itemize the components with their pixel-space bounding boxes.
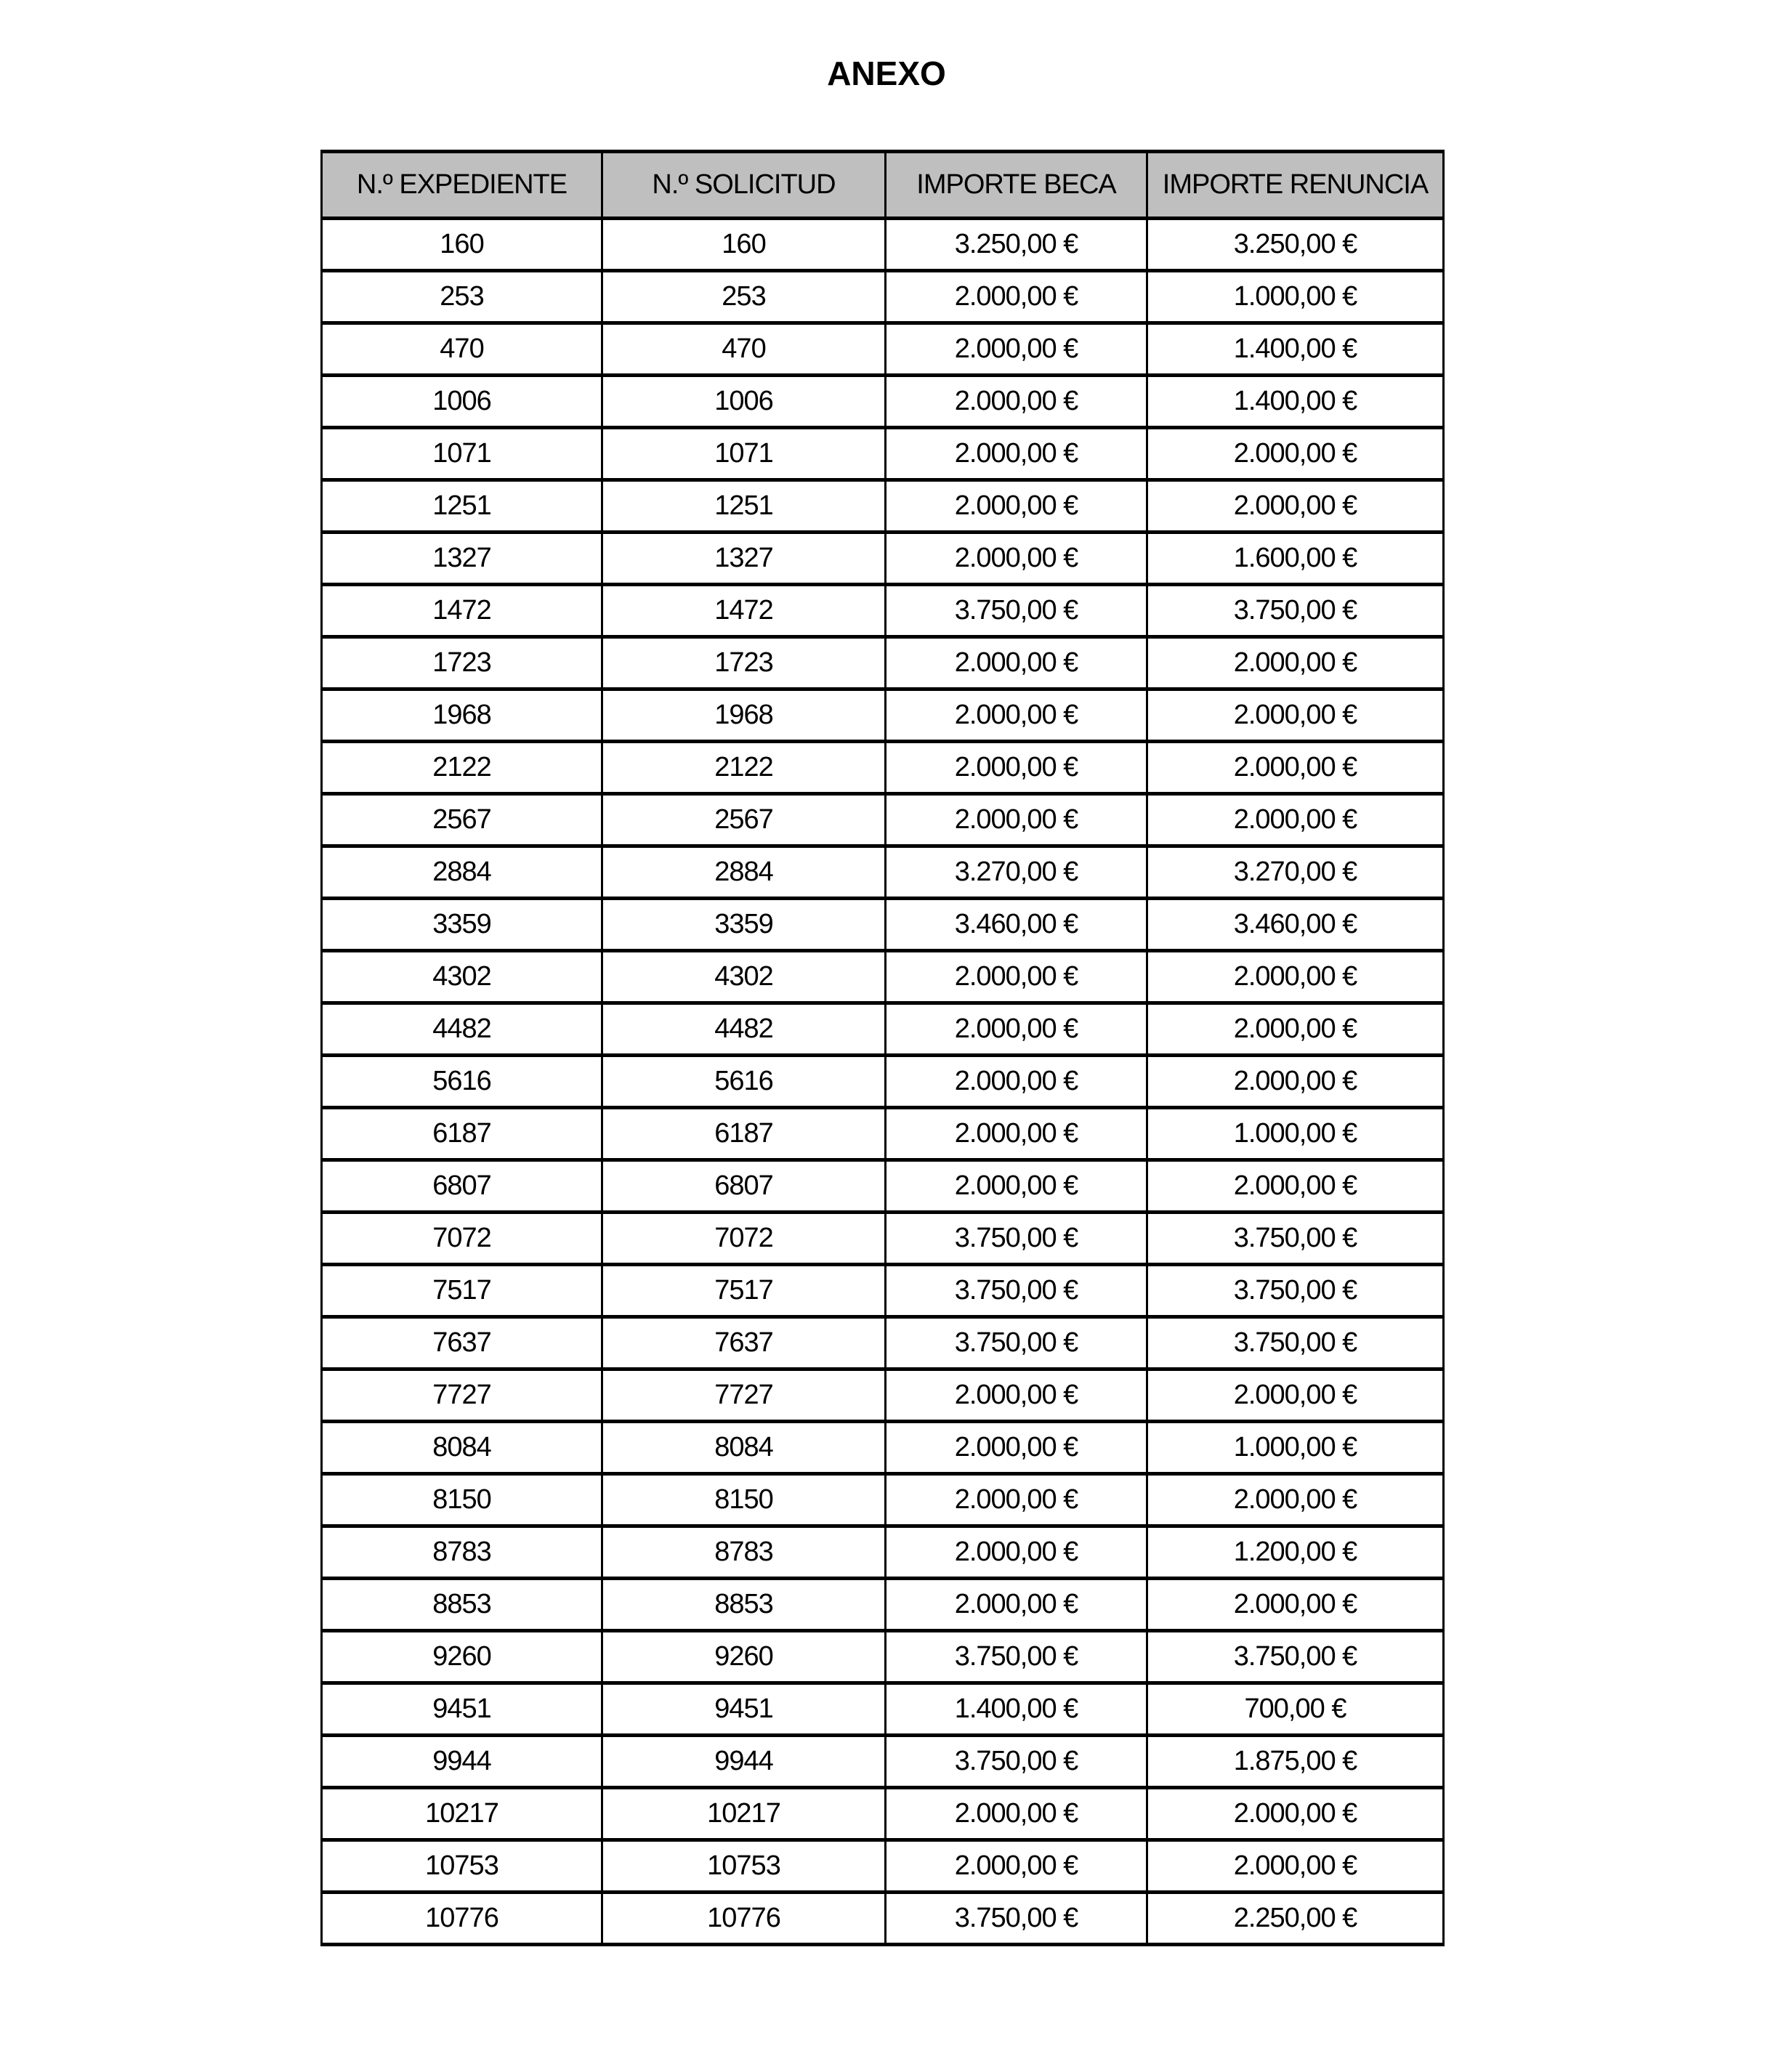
cell-solicitud: 1968 [602, 689, 886, 742]
cell-importe-beca: 2.000,00 € [886, 794, 1147, 846]
table-row [322, 1683, 1444, 1736]
table-row [322, 1788, 1444, 1840]
cell-solicitud: 9260 [602, 1631, 886, 1683]
cell-expediente: 8853 [322, 1579, 602, 1631]
table-row [322, 1579, 1444, 1631]
cell-solicitud: 160 [602, 219, 886, 271]
table-row [322, 323, 1444, 376]
cell-solicitud: 6807 [602, 1160, 886, 1213]
cell-solicitud: 4302 [602, 951, 886, 1003]
table-row [322, 376, 1444, 428]
cell-importe-beca: 3.250,00 € [886, 219, 1147, 271]
cell-importe-renuncia: 2.000,00 € [1147, 1579, 1444, 1631]
cell-importe-renuncia: 1.600,00 € [1147, 533, 1444, 585]
cell-importe-beca: 2.000,00 € [886, 376, 1147, 428]
cell-solicitud: 8783 [602, 1526, 886, 1579]
cell-importe-beca: 2.000,00 € [886, 1526, 1147, 1579]
cell-solicitud: 1251 [602, 480, 886, 533]
cell-importe-renuncia: 2.000,00 € [1147, 1056, 1444, 1108]
cell-importe-beca: 2.000,00 € [886, 742, 1147, 794]
cell-expediente: 10217 [322, 1788, 602, 1840]
cell-importe-beca: 3.750,00 € [886, 1893, 1147, 1945]
cell-importe-renuncia: 1.875,00 € [1147, 1736, 1444, 1788]
cell-expediente: 5616 [322, 1056, 602, 1108]
cell-solicitud: 3359 [602, 899, 886, 951]
cell-expediente: 1968 [322, 689, 602, 742]
table-row [322, 1474, 1444, 1526]
table-row [322, 1160, 1444, 1213]
cell-importe-renuncia: 1.400,00 € [1147, 323, 1444, 376]
cell-solicitud: 7517 [602, 1265, 886, 1317]
cell-solicitud: 10753 [602, 1840, 886, 1893]
table-row [322, 1108, 1444, 1160]
table-row [322, 1369, 1444, 1422]
cell-expediente: 9944 [322, 1736, 602, 1788]
cell-expediente: 253 [322, 271, 602, 323]
cell-solicitud: 2567 [602, 794, 886, 846]
cell-solicitud: 1723 [602, 637, 886, 689]
cell-solicitud: 2122 [602, 742, 886, 794]
table-row [322, 1056, 1444, 1108]
cell-importe-renuncia: 1.000,00 € [1147, 271, 1444, 323]
cell-expediente: 2122 [322, 742, 602, 794]
table-body [322, 219, 1444, 1945]
cell-importe-beca: 3.750,00 € [886, 1631, 1147, 1683]
cell-expediente: 7637 [322, 1317, 602, 1369]
cell-importe-beca: 2.000,00 € [886, 1840, 1147, 1893]
cell-importe-renuncia: 3.750,00 € [1147, 1317, 1444, 1369]
cell-solicitud: 4482 [602, 1003, 886, 1056]
cell-importe-beca: 2.000,00 € [886, 1003, 1147, 1056]
header-importe-renuncia: IMPORTE RENUNCIA [1147, 152, 1444, 219]
cell-solicitud: 9451 [602, 1683, 886, 1736]
cell-importe-renuncia: 3.750,00 € [1147, 1631, 1444, 1683]
cell-expediente: 2567 [322, 794, 602, 846]
cell-importe-beca: 2.000,00 € [886, 637, 1147, 689]
cell-importe-beca: 2.000,00 € [886, 1422, 1147, 1474]
cell-solicitud: 1472 [602, 585, 886, 637]
table-row [322, 1317, 1444, 1369]
cell-importe-renuncia: 2.000,00 € [1147, 689, 1444, 742]
cell-solicitud: 8084 [602, 1422, 886, 1474]
cell-expediente: 1723 [322, 637, 602, 689]
cell-expediente: 7072 [322, 1213, 602, 1265]
table-row [322, 637, 1444, 689]
cell-importe-beca: 3.750,00 € [886, 1213, 1147, 1265]
cell-solicitud: 1071 [602, 428, 886, 480]
cell-expediente: 160 [322, 219, 602, 271]
cell-importe-renuncia: 2.000,00 € [1147, 1160, 1444, 1213]
cell-importe-beca: 3.460,00 € [886, 899, 1147, 951]
cell-solicitud: 253 [602, 271, 886, 323]
cell-expediente: 4302 [322, 951, 602, 1003]
cell-solicitud: 8853 [602, 1579, 886, 1631]
cell-solicitud: 1006 [602, 376, 886, 428]
cell-solicitud: 1327 [602, 533, 886, 585]
table-row [322, 846, 1444, 899]
cell-importe-renuncia: 2.000,00 € [1147, 1840, 1444, 1893]
cell-solicitud: 470 [602, 323, 886, 376]
cell-importe-beca: 2.000,00 € [886, 1788, 1147, 1840]
table-row [322, 1893, 1444, 1945]
cell-importe-renuncia: 2.000,00 € [1147, 951, 1444, 1003]
cell-expediente: 7517 [322, 1265, 602, 1317]
cell-importe-beca: 2.000,00 € [886, 689, 1147, 742]
cell-solicitud: 7637 [602, 1317, 886, 1369]
table-row [322, 689, 1444, 742]
cell-importe-beca: 2.000,00 € [886, 1056, 1147, 1108]
cell-importe-beca: 2.000,00 € [886, 428, 1147, 480]
cell-importe-renuncia: 3.750,00 € [1147, 1213, 1444, 1265]
table-row [322, 1631, 1444, 1683]
cell-importe-beca: 2.000,00 € [886, 1579, 1147, 1631]
table-row [322, 1213, 1444, 1265]
cell-importe-renuncia: 1.000,00 € [1147, 1422, 1444, 1474]
table-row [322, 533, 1444, 585]
cell-expediente: 8783 [322, 1526, 602, 1579]
cell-solicitud: 5616 [602, 1056, 886, 1108]
cell-importe-beca: 3.750,00 € [886, 1317, 1147, 1369]
cell-solicitud: 7727 [602, 1369, 886, 1422]
cell-solicitud: 10217 [602, 1788, 886, 1840]
cell-solicitud: 8150 [602, 1474, 886, 1526]
cell-expediente: 1251 [322, 480, 602, 533]
cell-importe-renuncia: 2.250,00 € [1147, 1893, 1444, 1945]
table-row [322, 899, 1444, 951]
cell-expediente: 7727 [322, 1369, 602, 1422]
cell-importe-renuncia: 2.000,00 € [1147, 794, 1444, 846]
cell-importe-renuncia: 2.000,00 € [1147, 1003, 1444, 1056]
cell-importe-renuncia: 1.200,00 € [1147, 1526, 1444, 1579]
cell-solicitud: 6187 [602, 1108, 886, 1160]
annex-table [320, 150, 1445, 1946]
cell-expediente: 470 [322, 323, 602, 376]
cell-importe-renuncia: 1.000,00 € [1147, 1108, 1444, 1160]
cell-importe-beca: 2.000,00 € [886, 323, 1147, 376]
table-row [322, 1003, 1444, 1056]
table-row [322, 1526, 1444, 1579]
cell-expediente: 6187 [322, 1108, 602, 1160]
table-row [322, 428, 1444, 480]
cell-expediente: 9451 [322, 1683, 602, 1736]
cell-importe-beca: 2.000,00 € [886, 271, 1147, 323]
page-title: ANEXO [827, 54, 946, 92]
cell-importe-beca: 2.000,00 € [886, 480, 1147, 533]
cell-expediente: 10776 [322, 1893, 602, 1945]
cell-importe-beca: 2.000,00 € [886, 1474, 1147, 1526]
cell-expediente: 1327 [322, 533, 602, 585]
cell-expediente: 8150 [322, 1474, 602, 1526]
table-row [322, 742, 1444, 794]
table-header-row [322, 152, 1444, 219]
cell-importe-renuncia: 2.000,00 € [1147, 480, 1444, 533]
cell-solicitud: 2884 [602, 846, 886, 899]
cell-importe-beca: 3.750,00 € [886, 1265, 1147, 1317]
header-solicitud: N.º SOLICITUD [602, 152, 886, 219]
cell-solicitud: 7072 [602, 1213, 886, 1265]
cell-importe-renuncia: 2.000,00 € [1147, 1788, 1444, 1840]
cell-importe-renuncia: 2.000,00 € [1147, 1369, 1444, 1422]
cell-importe-beca: 2.000,00 € [886, 533, 1147, 585]
cell-importe-renuncia: 3.750,00 € [1147, 1265, 1444, 1317]
cell-expediente: 4482 [322, 1003, 602, 1056]
cell-solicitud: 9944 [602, 1736, 886, 1788]
cell-expediente: 6807 [322, 1160, 602, 1213]
cell-importe-renuncia: 700,00 € [1147, 1683, 1444, 1736]
table-row [322, 951, 1444, 1003]
cell-importe-beca: 2.000,00 € [886, 1369, 1147, 1422]
cell-importe-renuncia: 3.750,00 € [1147, 585, 1444, 637]
cell-importe-beca: 3.270,00 € [886, 846, 1147, 899]
header-expediente: N.º EXPEDIENTE [322, 152, 602, 219]
cell-solicitud: 10776 [602, 1893, 886, 1945]
table-row [322, 1422, 1444, 1474]
cell-importe-beca: 3.750,00 € [886, 1736, 1147, 1788]
cell-expediente: 1006 [322, 376, 602, 428]
table-row [322, 271, 1444, 323]
cell-expediente: 1071 [322, 428, 602, 480]
cell-expediente: 3359 [322, 899, 602, 951]
cell-importe-beca: 1.400,00 € [886, 1683, 1147, 1736]
table-row [322, 1840, 1444, 1893]
cell-importe-renuncia: 2.000,00 € [1147, 637, 1444, 689]
cell-importe-renuncia: 3.270,00 € [1147, 846, 1444, 899]
table-row [322, 1265, 1444, 1317]
cell-importe-renuncia: 2.000,00 € [1147, 428, 1444, 480]
cell-importe-renuncia: 3.250,00 € [1147, 219, 1444, 271]
cell-expediente: 2884 [322, 846, 602, 899]
table-row [322, 219, 1444, 271]
table-row [322, 585, 1444, 637]
cell-importe-renuncia: 2.000,00 € [1147, 742, 1444, 794]
table-row [322, 794, 1444, 846]
table-row [322, 480, 1444, 533]
cell-importe-beca: 3.750,00 € [886, 585, 1147, 637]
cell-importe-beca: 2.000,00 € [886, 1108, 1147, 1160]
header-importe-beca: IMPORTE BECA [886, 152, 1147, 219]
table-row [322, 1736, 1444, 1788]
cell-importe-beca: 2.000,00 € [886, 951, 1147, 1003]
cell-expediente: 10753 [322, 1840, 602, 1893]
cell-importe-renuncia: 2.000,00 € [1147, 1474, 1444, 1526]
cell-importe-renuncia: 3.460,00 € [1147, 899, 1444, 951]
cell-expediente: 1472 [322, 585, 602, 637]
cell-expediente: 8084 [322, 1422, 602, 1474]
cell-importe-beca: 2.000,00 € [886, 1160, 1147, 1213]
cell-importe-renuncia: 1.400,00 € [1147, 376, 1444, 428]
cell-expediente: 9260 [322, 1631, 602, 1683]
